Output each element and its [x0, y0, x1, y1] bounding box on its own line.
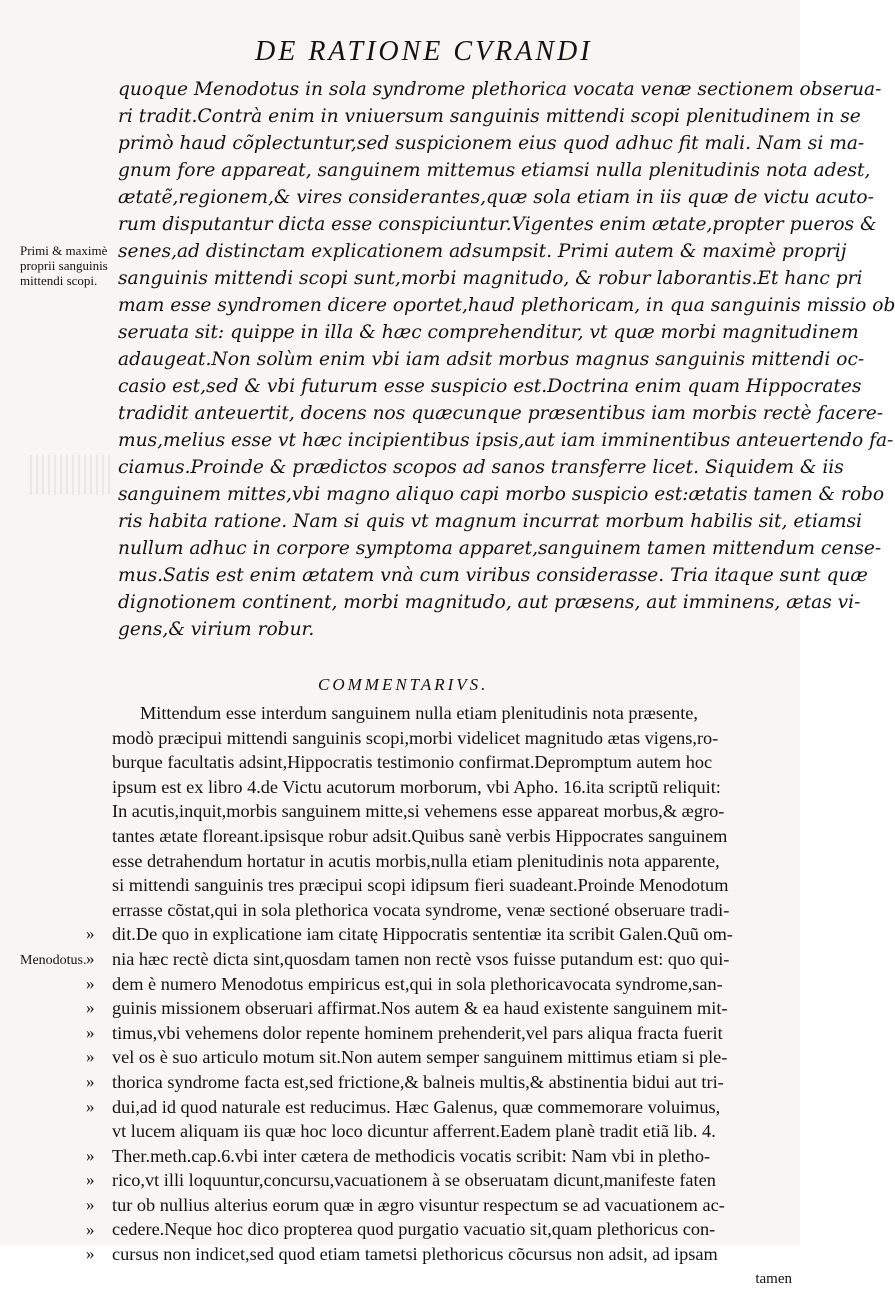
commentary-block — [112, 701, 792, 1291]
text-line: senes,ad distinctam explicationem adsumpsit. Primi autem & maximè proprij — [118, 241, 847, 262]
text-line: primò haud cõplectuntur,sed suspicionem eius quod adhuc fit mali. Nam si ma- — [118, 133, 865, 154]
margin-name-menodotus: Menodotus. — [20, 953, 87, 968]
commentary-line: dem è numero Menodotus empiricus est,qui in sola plethoricavocata syndrome,san- — [112, 973, 723, 994]
margin-note-line: Primi & maximè — [20, 243, 108, 258]
running-head: DE RATIONE CVRANDI — [255, 36, 593, 67]
commentary-line: Ther.meth.cap.6.vbi inter cætera de methodicis vocatis scribit: Nam vbi in pletho- — [112, 1145, 711, 1166]
quotation-mark: » — [86, 1244, 95, 1264]
quotation-mark: » — [86, 1195, 95, 1214]
commentary-line: tantes ætate floreant.ipsisque robur adsit.Quibus sanè verbis Hippocrates sanguinem — [112, 825, 728, 846]
quotation-mark: » — [86, 1096, 95, 1116]
commentary-line: dui,ad id quod naturale est reducimus. Hæc Galenus, quæ commemorare voluimus, — [112, 1096, 721, 1117]
commentary-line: errasse cõstat,qui in sola plethorica vocata syndrome, venæ sectioné obseruare tradi- — [112, 899, 730, 920]
quotation-mark: » — [86, 998, 95, 1018]
text-line: quoque Menodotus in sola syndrome plethorica vocata venæ sectionem obserua- — [118, 79, 882, 100]
commentary-line: In acutis,inquit,morbis sanguinem mitte,si vehemens esse appareat morbus,& ægro- — [112, 801, 725, 822]
quotation-mark: » — [86, 1047, 95, 1067]
text-line: dignotionem continent, morbi magnitudo, aut præsens, aut imminens, ætas vi- — [118, 592, 861, 613]
quotation-mark: » — [86, 1170, 95, 1190]
text-line: adaugeat.Non solùm enim vbi iam adsit morbus magnus sanguinis mittendi oc- — [118, 349, 865, 370]
commentary-line: esse detrahendum hortatur in acutis morbis,nulla etiam plenitudinis nota apparente, — [112, 850, 720, 871]
quotation-mark: » — [86, 924, 95, 944]
commentary-line: timus,vbi vehemens dolor repente hominem prehenderit,vel pars aliqua fracta fuerit — [112, 1022, 723, 1043]
text-line: rum disputantur dicta esse conspiciuntur.Vigentes enim ætate,propter pueros & — [118, 214, 877, 235]
quotation-mark: » — [86, 1219, 95, 1239]
commentary-line: modò præcipui mittendi sanguinis scopi,morbi videlicet magnitudo ætas vigens,ro- — [112, 727, 719, 748]
commentary-line: ipsum est ex libro 4.de Victu acutorum morborum, vbi Apho. 16.ita scriptũ reliquit: — [112, 776, 721, 797]
text-line: mus.Satis est enim ætatem vnà cum viribus considerasse. Tria itaque sunt quæ — [118, 565, 868, 586]
text-line: tradidit anteuertit, docens nos quæcunque præsentibus iam morbis rectè facere- — [118, 403, 884, 424]
text-line: ris habita ratione. Nam si quis vt magnum incurrat morbum habilis sit, etiamsi — [118, 511, 862, 532]
quotation-mark: » — [86, 949, 95, 968]
commentary-line: guinis missionem obseruari affirmat.Nos autem & ea haud existente sanguinem mit- — [112, 998, 728, 1019]
main-text-block — [118, 76, 895, 643]
text-line: casio est,sed & vbi futurum esse suspicio est.Doctrina enim quam Hippocrates — [118, 376, 862, 397]
quotation-mark: » — [86, 1072, 95, 1091]
margin-note-line: mittendi scopi. — [20, 273, 98, 288]
text-line: sanguinis mittendi scopi sunt,morbi magnitudo, & robur laborantis.Et hanc pri — [118, 268, 863, 289]
text-line: ætatẽ,regionem,& vires considerantes,quæ sola etiam in iis quæ de victu acuto- — [118, 187, 874, 208]
commentary-line: burque facultatis adsint,Hippocratis testimonio confirmat.Depromptum autem hoc — [112, 752, 713, 773]
commentary-line: nia hæc rectè dicta sint,quosdam tamen non rectè vsos fuisse putandum est: quo qui- — [112, 948, 730, 969]
commentary-line: cursus non indicet,sed quod etiam tametsi plethoricus cõcursus non adsit, ad ipsam — [112, 1244, 718, 1265]
commentary-line: si mittendi sanguinis tres præcipui scopi idipsum fieri suadeant.Proinde Menodotum — [112, 875, 729, 896]
margin-note-line: proprii sanguinis — [20, 258, 108, 273]
commentary-line: dit.De quo in explicatione iam citatę Hippocratis sententiæ ita scribit Galen.Quũ om- — [112, 924, 733, 945]
section-heading: COMMENTARIVS. — [318, 675, 489, 694]
commentary-line: vel os è suo articulo motum sit.Non autem semper sanguinem mittimus etiam si ple- — [112, 1047, 728, 1068]
commentary-line: rico,vt illi loquuntur,concursu,vacuationem à se obseruatam dicunt,manifeste faten — [112, 1170, 716, 1191]
text-line: ri tradit.Contrà enim in vniuersum sanguinis mittendi scopi plenitudinem in se — [118, 106, 861, 127]
commentary-line: thorica syndrome facta est,sed frictione,& balneis multis,& abstinentia bidui aut tri- — [112, 1071, 724, 1092]
text-line: mam esse syndromen dicere oportet,haud plethoricam, in qua sanguinis missio ob — [118, 295, 895, 316]
quotation-mark: » — [86, 1145, 95, 1165]
quotation-mark: » — [86, 1022, 95, 1042]
text-line: sanguinem mittes,vbi magno aliquo capi morbo suspicio est:ætatis tamen & robo — [118, 484, 885, 505]
commentary-line: cedere.Neque hoc dico propterea quod purgatio vacuatio sit,quam plethoricus con- — [112, 1219, 716, 1240]
text-line: mus,melius esse vt hæc incipientibus ipsis,aut iam imminentibus anteuertendo fa- — [118, 430, 894, 451]
commentary-line: vt lucem aliquam iis quæ hoc loco dicuntur afferrent.Eadem planè tradit etiã lib. 4. — [112, 1121, 716, 1142]
text-line: gens,& virium robur. — [118, 619, 315, 640]
commentary-line: Mittendum esse interdum sanguinem nulla etiam plenitudinis nota præsente, — [140, 703, 698, 723]
commentary-line: tamen — [755, 1270, 792, 1287]
quotation-mark: » — [86, 973, 95, 993]
text-line: seruata sit: quippe in illa & hæc comprehenditur, vt quæ morbi magnitudinem — [118, 322, 859, 343]
quotation-marks-column — [86, 0, 110, 1264]
text-line: nullum adhuc in corpore symptoma apparet,sanguinem tamen mittendum cense- — [118, 538, 882, 559]
text-line: ciamus.Proinde & prædictos scopos ad sanos transferre licet. Siquidem & iis — [118, 457, 844, 478]
text-line: gnum fore appareat, sanguinem mittemus etiamsi nulla plenitudinis nota adest, — [118, 160, 871, 181]
commentary-line: tur ob nullius alterius eorum quæ in ægro visuntur respectum se ad vacuationem ac- — [112, 1194, 725, 1215]
